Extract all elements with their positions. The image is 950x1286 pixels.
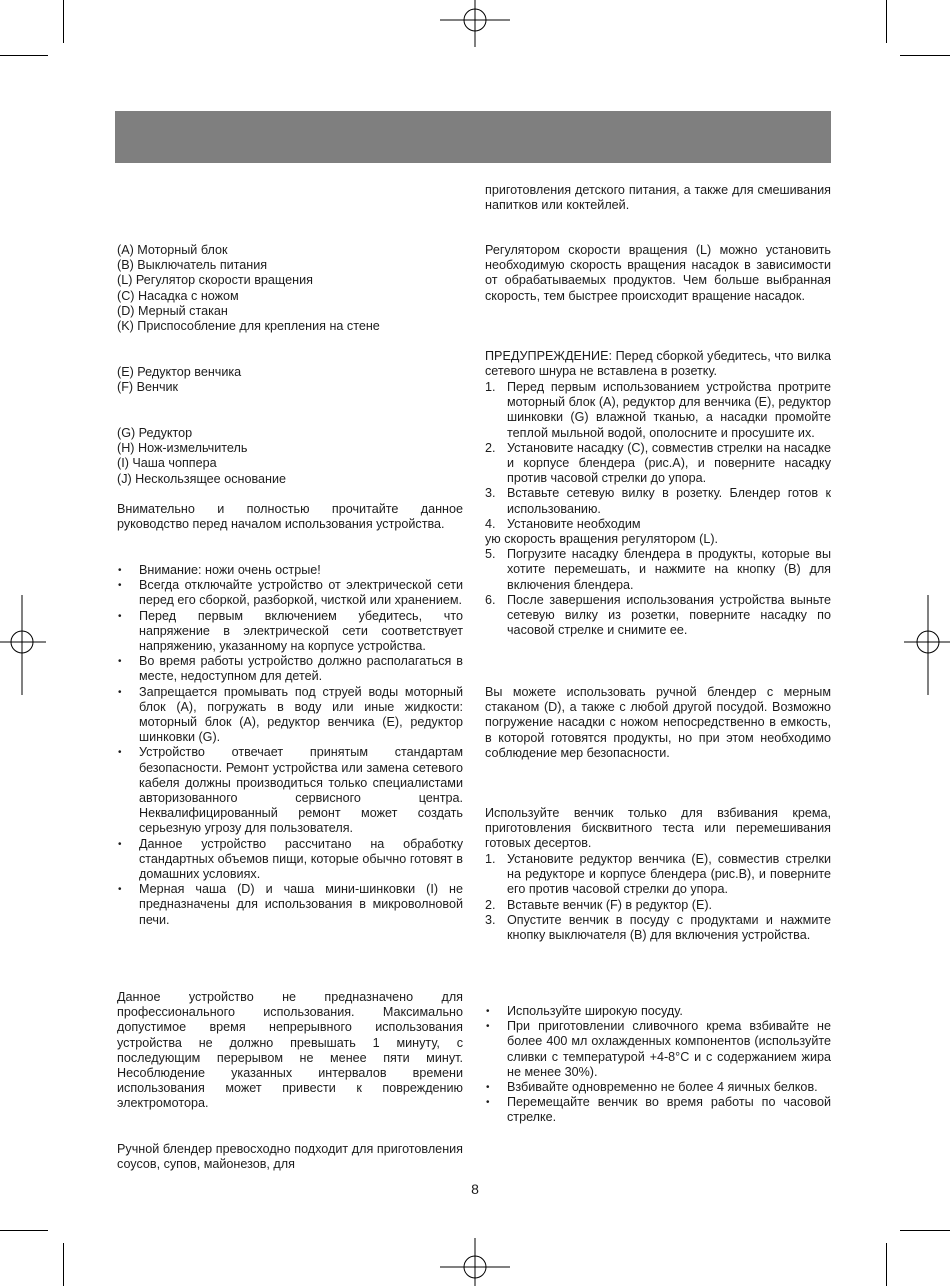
page-number: 8 (471, 1181, 479, 1197)
list-item: 5. Погрузите насадку блендера в продукты, которые вы хотите перемешать, и нажмите на кнопку (B) для включения блендера. (485, 547, 831, 592)
list-item: • Всегда отключайте устройство от электрической сети перед его сборкой, разборкой, чисткой или хранением. (118, 578, 463, 608)
list-item: • Мерная чаша (D) и чаша мини-шинковки (I) не предназначены для использования в микроволновой печи. (118, 882, 463, 927)
part-item: (H) Нож-измельчитель (117, 441, 248, 456)
list-item: • Устройство отвечает принятым стандартам безопасности. Ремонт устройства или замена сетевого кабеля должны производиться только специалистами авторизованного сервисного центра. Неквалифицированный ремонт может создать серьезную угрозу для пользователя. (118, 745, 463, 836)
crop-mark (63, 1243, 64, 1286)
parts-list-motor (117, 243, 463, 334)
list-item: • Данное устройство рассчитано на обработку стандартных объемов пищи, которые обычно готовят в домашних условиях. (118, 836, 463, 882)
part-item: (G) Редуктор (117, 426, 193, 440)
list-item-continuation: ую скорость вращения регулятором (L). (485, 532, 719, 547)
part-item: (L) Регулятор скорости вращения (117, 273, 313, 288)
whisk-steps (485, 852, 831, 943)
list-item: • Перемещайте венчик во время работы по часовой стрелке. (486, 1095, 831, 1125)
list-item: • Во время работы устройство должно располагаться в месте, недоступном для детей. (118, 654, 463, 684)
warning-paragraph: ПРЕДУПРЕЖДЕНИЕ: Перед сборкой убедитесь, что вилка сетевого шнура не вставлена в розетку. (485, 349, 831, 379)
part-item: (B) Выключатель питания (117, 258, 268, 273)
whisk-tips-list (485, 1004, 831, 1126)
registration-mark-icon (440, 0, 510, 48)
blender-paragraph-start: Ручной блендер превосходно подходит для приготовления соусов, супов, майонезов, для (117, 1142, 463, 1172)
parts-list-whisk (117, 365, 463, 395)
list-item: • При приготовлении сливочного крема взбивайте не более 400 мл охлажденных компонентов (используйте сливки с температурой +4-8°С и с содержанием жира не менее 30%). (486, 1019, 831, 1079)
part-item: (K) Приспособление для крепления на стене (117, 319, 380, 334)
crop-mark (886, 1243, 887, 1286)
whisk-paragraph: Используйте венчик только для взбивания крема, приготовления бисквитного теста или перемешивания готовых десертов. (485, 806, 831, 851)
part-item: (D) Мерный стакан (117, 303, 228, 318)
crop-mark (63, 0, 64, 43)
list-item: 2. Вставьте венчик (F) в редуктор (E). (485, 897, 713, 912)
crop-mark (0, 1230, 48, 1231)
list-item: 6. После завершения использования устройства выньте сетевую вилку из розетки, поверните насадку по часовой стрелке и снимите ее. (485, 592, 831, 638)
list-item: • Перед первым включением убедитесь, что напряжение в электрической сети соответствует напряжению, указанному на корпусе устройства. (118, 608, 463, 654)
list-item: • Используйте широкую посуду. (486, 1004, 683, 1018)
registration-mark-icon (440, 1238, 510, 1286)
part-item: (E) Редуктор венчика (117, 365, 242, 379)
speed-paragraph: Регулятором скорости вращения (L) можно установить необходимую скорость вращения насадок в зависимости от обрабатываемых продуктов. Чем больше выбранная скорость, тем быстрее происходит вращение насадок. (485, 243, 831, 303)
list-item: • Внимание: ножи очень острые! (118, 563, 321, 577)
registration-mark-icon (0, 595, 48, 695)
list-item: • Взбивайте одновременно не более 4 яичных белков. (486, 1080, 818, 1095)
crop-mark (886, 0, 887, 43)
list-item: 4. Установите необходим (485, 516, 641, 531)
list-item: 3. Опустите венчик в посуду с продуктами и нажмите кнопку выключателя (B) для включения устройства. (485, 912, 831, 943)
list-item: 1. Перед первым использованием устройства протрите моторный блок (A), редуктор для венчика (E), редуктор шинковки (G) влажной тканью, а насадки промойте теплой мыльной водой, ополосните и просушите их. (485, 380, 831, 440)
safety-list (117, 563, 463, 928)
measuring-cup-paragraph: Вы можете использовать ручной блендер с мерным стаканом (D), а также с любой другой посудой. Возможно погружение насадки с ножом непосредственно в емкость, в которой готовятся продукты, но при этом необходимо соблюдение мер безопасности. (485, 685, 831, 760)
assembly-steps (485, 380, 831, 638)
parts-list-chopper (117, 426, 463, 487)
crop-mark (0, 55, 48, 56)
section-header-bar (115, 111, 831, 163)
part-item: (I) Чаша чоппера (117, 456, 217, 471)
blender-paragraph-end: приготовления детского питания, а также для смешивания напитков или коктейлей. (485, 183, 831, 213)
part-item: (A) Моторный блок (117, 243, 228, 257)
intro-paragraph: Внимательно и полностью прочитайте данное руководство перед началом использования устройства. (117, 502, 463, 532)
crop-mark (900, 55, 950, 56)
part-item: (F) Венчик (117, 380, 179, 395)
list-item: 3. Вставьте сетевую вилку в розетку. Блендер готов к использованию. (485, 486, 831, 516)
registration-mark-icon (902, 595, 950, 695)
list-item: 2. Установите насадку (C), совместив стрелки на насадке и корпусе блендера (рис.А), и поверните насадку против часовой стрелки до упора. (485, 440, 831, 486)
list-item: 1. Установите редуктор венчика (E), совместив стрелки на редукторе и корпусе блендера (рис.B), и поверните его против часовой стрелки до упора. (485, 852, 831, 897)
part-item: (C) Насадка с ножом (117, 288, 239, 303)
crop-mark (900, 1230, 950, 1231)
list-item: • Запрещается промывать под струей воды моторный блок (A), погружать в воду или иные жидкости: моторный блок (A), редуктор венчика (E), редуктор шинковки (G). (118, 684, 463, 745)
usage-paragraph: Данное устройство не предназначено для профессионального использования. Максимально допустимое время непрерывного использования устройства не должно превышать 1 минуту, с последующим перерывом не менее пяти минут. Несоблюдение указанных интервалов времени использования может привести к повреждению электромотора. (117, 990, 463, 1111)
part-item: (J) Нескользящее основание (117, 471, 286, 486)
